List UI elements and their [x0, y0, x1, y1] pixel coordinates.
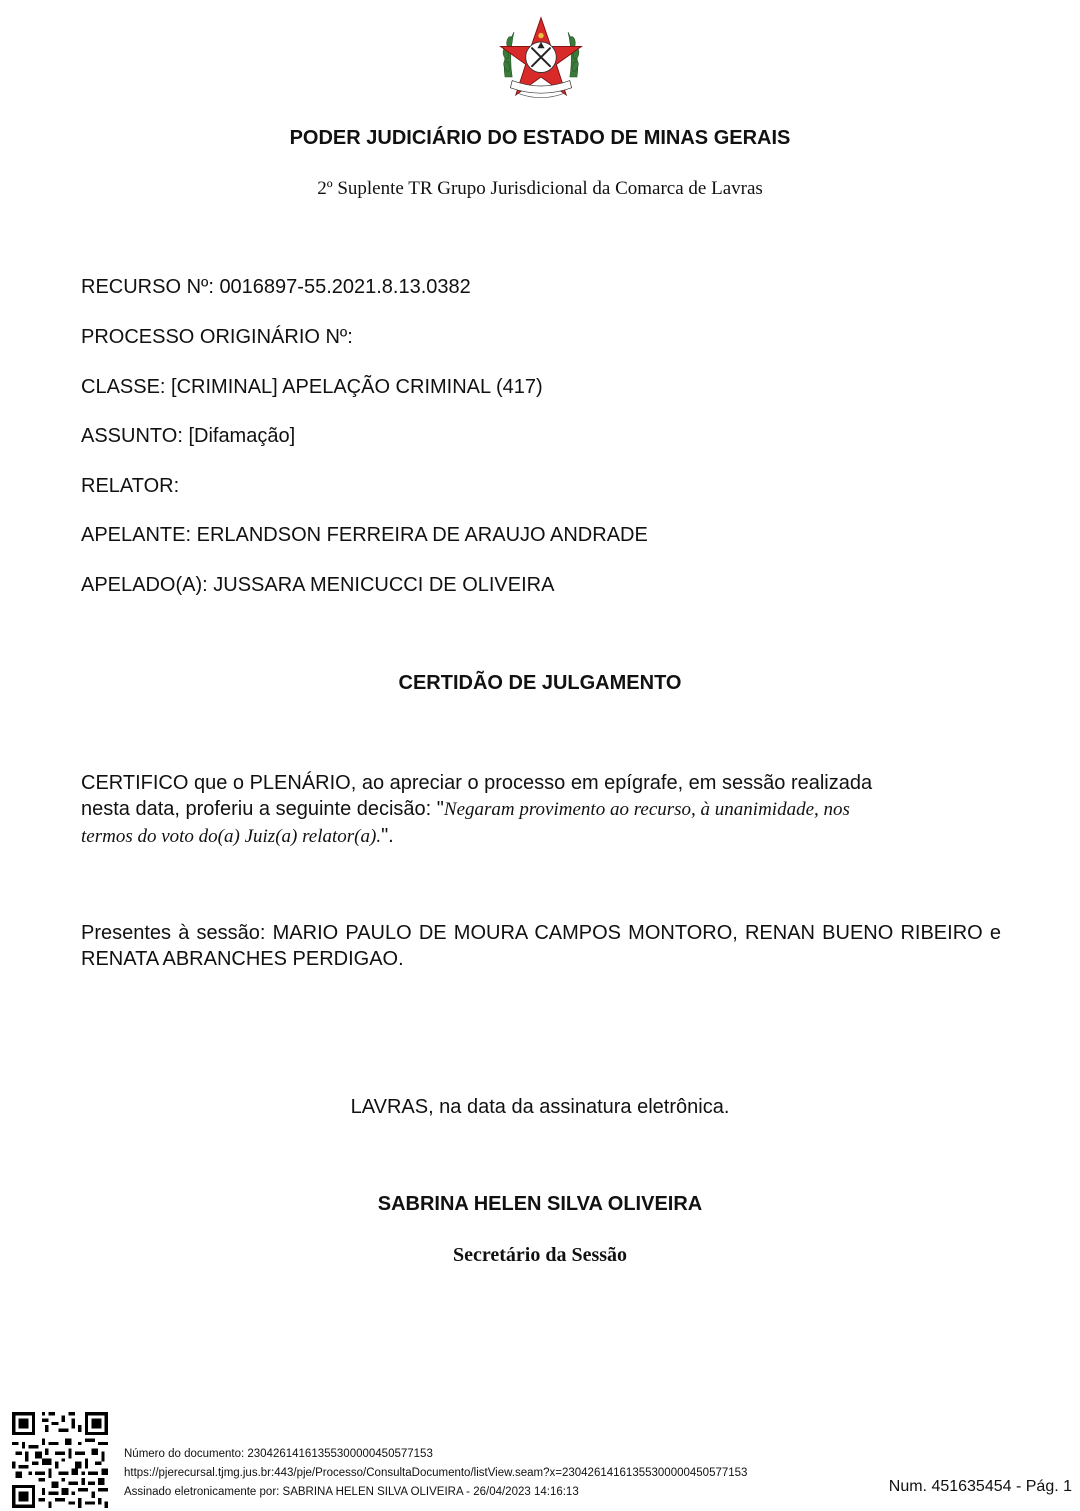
session-attendees: Presentes à sessão: MARIO PAULO DE MOURA CAMPOS MONTORO, RENAN BUENO RIBEIRO e RENATA ABRANCHES PERDIGAO. [81, 922, 1001, 970]
certification-line-1: CERTIFICO que o PLENÁRIO, ao apreciar o processo em epígrafe, em sessão realizada [81, 772, 873, 794]
field-assunto [81, 425, 295, 448]
field-label: RELATOR: [81, 475, 180, 497]
field-label: APELANTE: [81, 524, 192, 546]
footer-doc-number: Número do documento: 23042614161355300000450577153 [124, 1448, 433, 1460]
field-relator [81, 475, 179, 498]
court-subtitle: 2º Suplente TR Grupo Jurisdicional da Comarca de Lavras [317, 178, 763, 199]
qr-code-icon [12, 1412, 108, 1508]
certification-line-2 [81, 796, 1001, 823]
decision-text-part-2: termos do voto do(a) Juiz(a) relator(a). [81, 826, 382, 847]
field-value: ERLANDSON FERREIRA DE ARAUJO ANDRADE [196, 524, 648, 546]
footer-document-link[interactable]: https://pjerecursal.tjmg.jus.br:443/pje/Processo/ConsultaDocumento/listView.seam?x=23042614161355300000450577153 [124, 1467, 748, 1479]
field-value: [CRIMINAL] APELAÇÃO CRIMINAL (417) [171, 376, 543, 398]
signer-name: SABRINA HELEN SILVA OLIVEIRA [377, 1193, 703, 1215]
field-label: PROCESSO ORIGINÁRIO Nº: [81, 326, 353, 348]
signer-role: Secretário da Sessão [452, 1244, 628, 1266]
field-value: 0016897-55.2021.8.13.0382 [219, 276, 471, 298]
field-label: APELADO(A): [81, 574, 208, 596]
place-and-date: LAVRAS, na data da assinatura eletrônica. [350, 1096, 730, 1118]
coat-of-arms-logo [496, 14, 586, 104]
field-classe [81, 376, 543, 399]
field-label: CLASSE: [81, 376, 166, 398]
certification-prefix: nesta data, proferiu a seguinte decisão: " [81, 798, 444, 820]
field-processo-originario [81, 326, 353, 349]
decision-text-part-1: Negaram provimento ao recurso, à unanimidade, nos [443, 799, 850, 820]
field-value: [Difamação] [188, 425, 296, 447]
field-apelado [81, 574, 554, 597]
certification-paragraph [81, 770, 1001, 850]
field-label: RECURSO Nº: [81, 276, 214, 298]
field-recurso [81, 276, 471, 299]
court-title: PODER JUDICIÁRIO DO ESTADO DE MINAS GERAIS [289, 127, 791, 149]
certification-line-3 [81, 823, 1001, 850]
field-apelante [81, 524, 648, 547]
page-number: Num. 451635454 - Pág. 1 [888, 1478, 1072, 1495]
field-label: ASSUNTO: [81, 425, 183, 447]
certification-suffix: ". [381, 825, 394, 847]
field-value: JUSSARA MENICUCCI DE OLIVEIRA [213, 574, 555, 596]
footer-signed-by: Assinado eletronicamente por: SABRINA HELEN SILVA OLIVEIRA - 26/04/2023 14:16:13 [124, 1486, 579, 1498]
certificate-title: CERTIDÃO DE JULGAMENTO [398, 672, 682, 694]
